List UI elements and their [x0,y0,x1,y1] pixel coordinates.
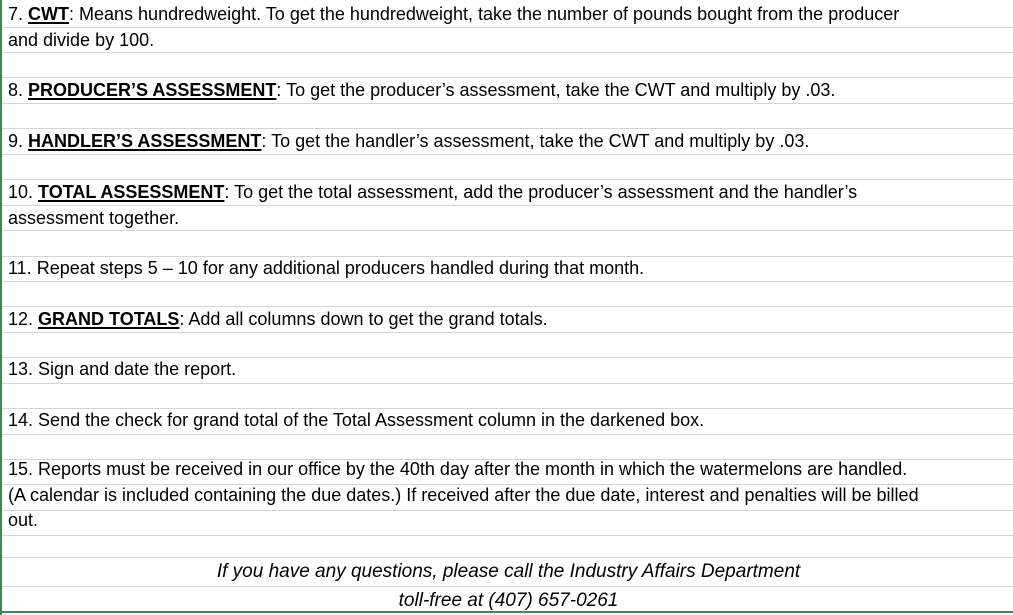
step-text-line: : To get the handler’s assessment, take the CWT and multiply by .03. [261,131,810,151]
step-term: PRODUCER’S ASSESSMENT [28,80,277,100]
row-gridline [2,535,1013,536]
step-11-cell[interactable] [8,256,1013,282]
step-number: 10. [8,182,34,202]
step-12-cell[interactable] [8,307,1013,333]
step-text-line: and divide by 100. [8,29,155,50]
step-text-line: assessment together. [8,207,180,228]
step-10-cell[interactable] [8,180,1013,231]
step-text-line: : Means hundredweight. To get the hundredweight, take the number of pounds bought from the producer [69,4,900,24]
step-number: 13. [8,359,34,379]
step-14-cell[interactable] [8,408,1013,434]
step-text-line: (A calendar is included containing the due dates.) If received after the due date, interest and penalties will be billed [8,484,919,505]
step-term: TOTAL ASSESSMENT [38,182,225,202]
step-number: 14. [8,410,34,430]
sheet-bottom-border [2,611,1013,613]
footer-contact-line-2[interactable]: toll-free at (407) 657-0261 [398,590,619,611]
step-text-line: Repeat steps 5 – 10 for any additional producers handled during that month. [36,258,645,278]
step-7-cell[interactable] [8,2,1013,53]
step-term: HANDLER’S ASSESSMENT [28,131,262,151]
step-number: 9. [8,131,24,151]
step-text-line: : Add all columns down to get the grand totals. [179,309,548,329]
step-text-line: Sign and date the report. [38,359,237,379]
step-text-line: : To get the producer’s assessment, take the CWT and multiply by .03. [276,80,836,100]
step-13-cell[interactable] [8,357,1013,383]
step-text-line: : To get the total assessment, add the producer’s assessment and the handler’s [224,182,858,202]
step-number: 7. [8,4,24,24]
row-gridline [2,434,1013,435]
footer-contact-line-1[interactable]: If you have any questions, please call the Industry Affairs Department [216,561,801,582]
step-number: 11. [8,258,32,278]
step-9-cell[interactable] [8,129,1013,155]
step-text-line: Send the check for grand total of the Total Assessment column in the darkened box. [38,410,705,430]
step-term: GRAND TOTALS [38,309,180,329]
step-number: 15. [8,459,34,479]
step-text-line: Reports must be received in our office by the 40th day after the month in which the watermelons are handled. [38,459,908,479]
step-text-line: out. [8,510,39,530]
step-term: CWT [28,4,70,24]
step-8-cell[interactable] [8,78,1013,104]
step-number: 8. [8,80,24,100]
step-number: 12. [8,309,34,329]
row-gridline [2,383,1013,384]
step-15-cell[interactable] [8,457,1013,534]
